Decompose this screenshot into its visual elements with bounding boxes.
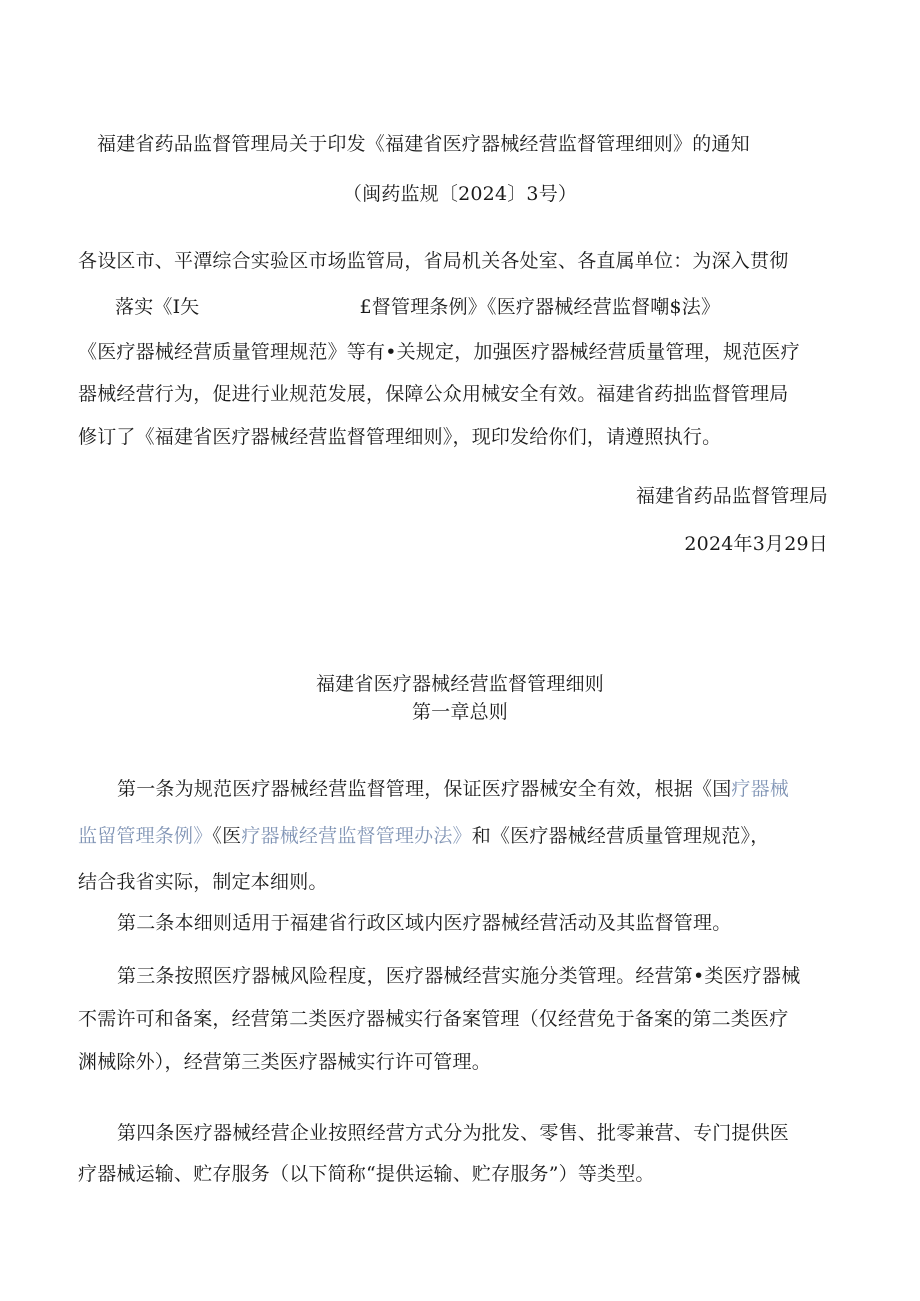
document-number: （闽药监规〔2024〕3号） [342,183,578,205]
signature-date: 2024年3月29日 [684,533,828,555]
notice-title: 福建省药品监督管理局关于印发《福建省医疗器械经营监督管理细则》的通知 [97,133,750,155]
article-1-line-2 [78,824,769,848]
article-4-line-2: 疗器械运输、贮存服务（以下简称“提供运输、贮存服务”）等类型。 [78,1163,655,1185]
article-1-text: 《医 [212,825,242,847]
notice-body-line-2-part-2: £督管理条例》《医疗器械经营监督嘲$法》 [359,296,721,318]
article-2: 第二条本细则适用于福建省行政区域内医疗器械经营活动及其监督管理。 [117,912,732,934]
article-1-text: 第一条为规范医疗器械经营监督管理，保证医疗器械安全有效，根据《国 [117,778,732,800]
notice-body-line-2-part-1: 落实《I矢 [115,296,200,318]
article-1-text: 和《医疗器械经营质量管理规范》， [471,825,770,847]
notice-body-line-1: 各设区市、平潭综合实验区市场监管局，省局机关各处室、各直属单位：为深入贯彻 [78,250,789,272]
article-1-line-3: 结合我省实际，制定本细则。 [78,871,328,893]
notice-body-line-2 [115,295,720,319]
regulation-link-continued[interactable]: 监留管理条例》 [78,825,213,847]
measures-link[interactable]: 疗器械经营监督管理办法》 [241,825,472,847]
article-1-line-1 [117,777,789,801]
regulation-link[interactable]: 疗器械 [731,778,790,800]
article-4-line-1: 第四条医疗器械经营企业按照经营方式分为批发、零售、批零兼营、专门提供医 [117,1122,790,1144]
article-3-line-1: 第三条按照医疗器械风险程度，医疗器械经营实施分类管理。经营第•类医疗器械 [117,965,801,987]
signature-issuer: 福建省药品监督管理局 [635,485,828,507]
notice-body-line-5: 修订了《福建省医疗器械经营监督管理细则》，现印发给你们，请遵照执行。 [78,426,722,448]
notice-body-line-4: 器械经营行为，促进行业规范发展，保障公众用械安全有效。福建省药拙监督管理局 [78,383,789,405]
chapter-heading: 第一章总则 [411,701,508,723]
article-3-line-2: 不需许可和备案，经营第二类医疗器械实行备案管理（仅经营免于备案的第二类医疗 [78,1008,789,1030]
article-3-line-3: 渊械除外），经营第三类医疗器械实行许可管理。 [78,1051,491,1073]
notice-body-line-3: 《医疗器械经营质量管理规范》等有•关规定，加强医疗器械经营质量管理，规范医疗 [78,341,800,363]
rules-title: 福建省医疗器械经营监督管理细则 [315,673,604,695]
